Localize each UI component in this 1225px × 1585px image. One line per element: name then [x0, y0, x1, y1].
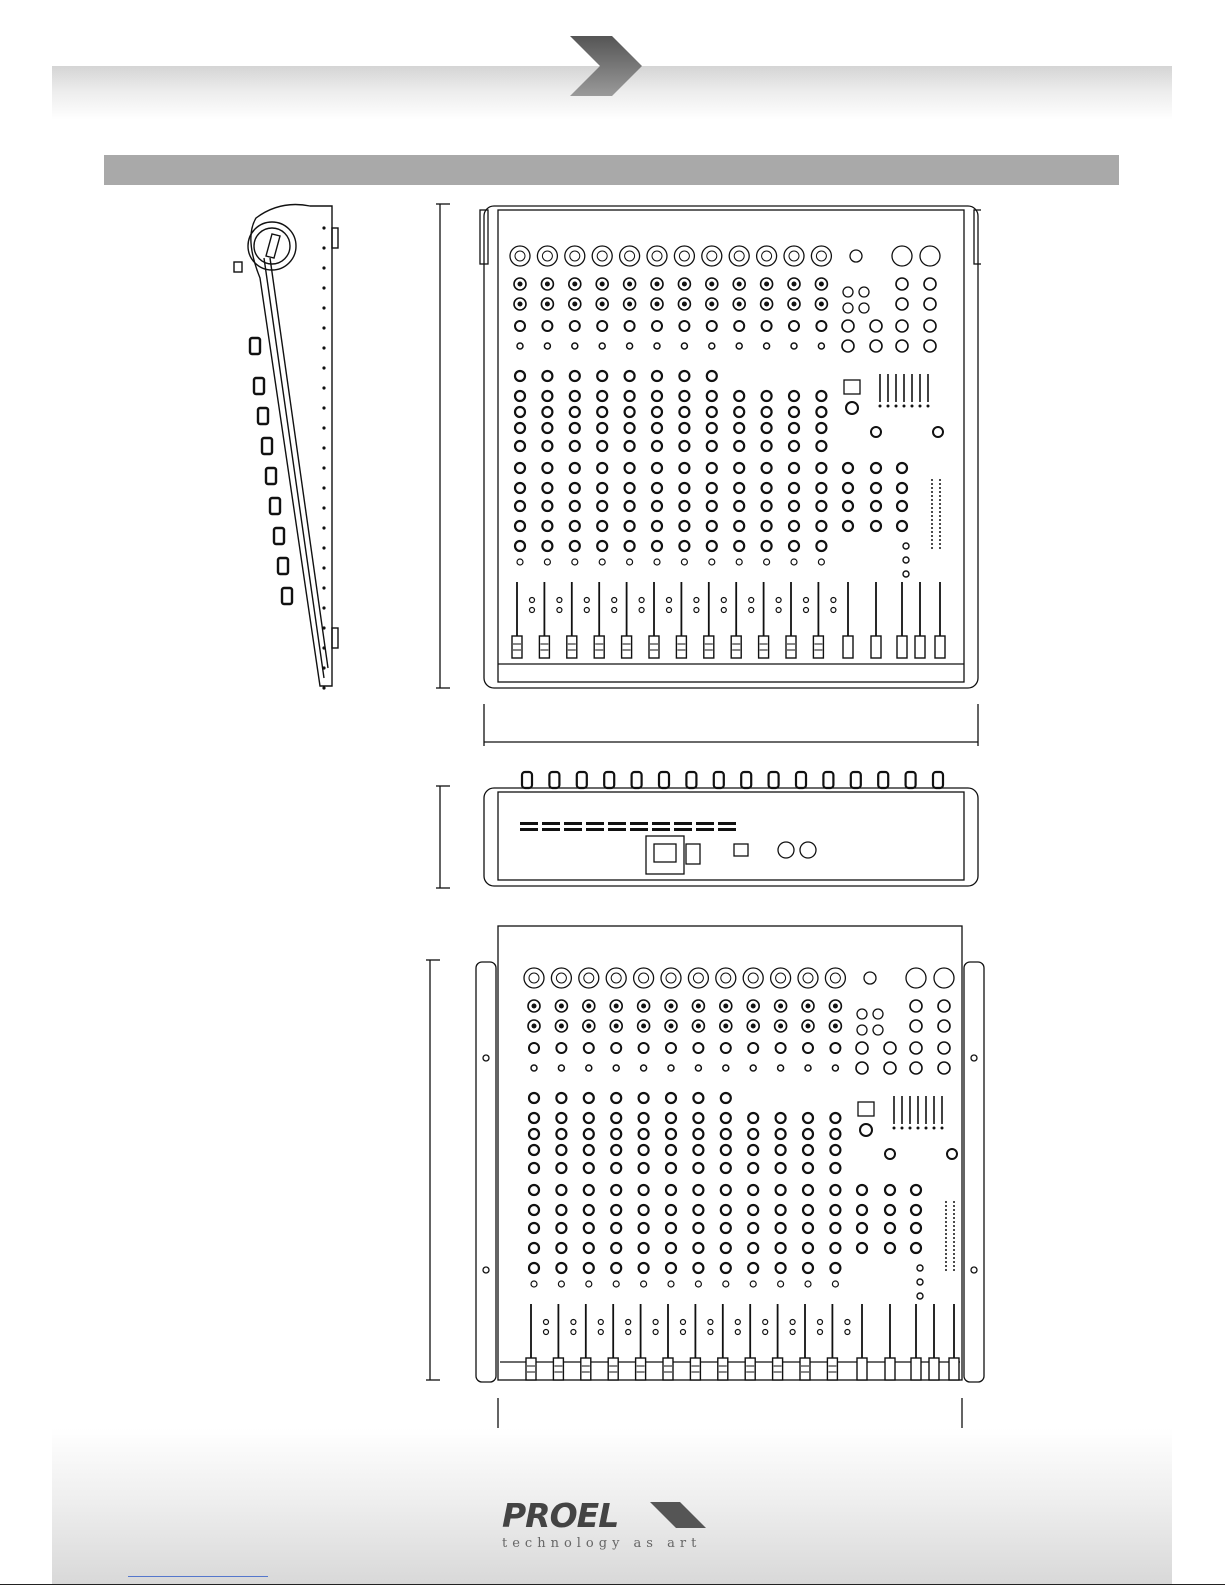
- header-chevron-icon: [570, 34, 650, 98]
- logo-tagline: technology as art: [502, 1536, 702, 1551]
- footer-link-underline[interactable]: [128, 1576, 268, 1577]
- top-view-drawing: [436, 198, 981, 750]
- rack-view-drawing: [420, 918, 995, 1456]
- section-title-bar: [104, 155, 1119, 185]
- logo-wordmark: PROEL: [502, 1496, 619, 1535]
- logo-chevron-icon: [650, 1502, 710, 1528]
- proel-logo: [500, 1496, 740, 1576]
- side-view-drawing: [220, 198, 350, 698]
- rear-view-drawing: [436, 764, 981, 894]
